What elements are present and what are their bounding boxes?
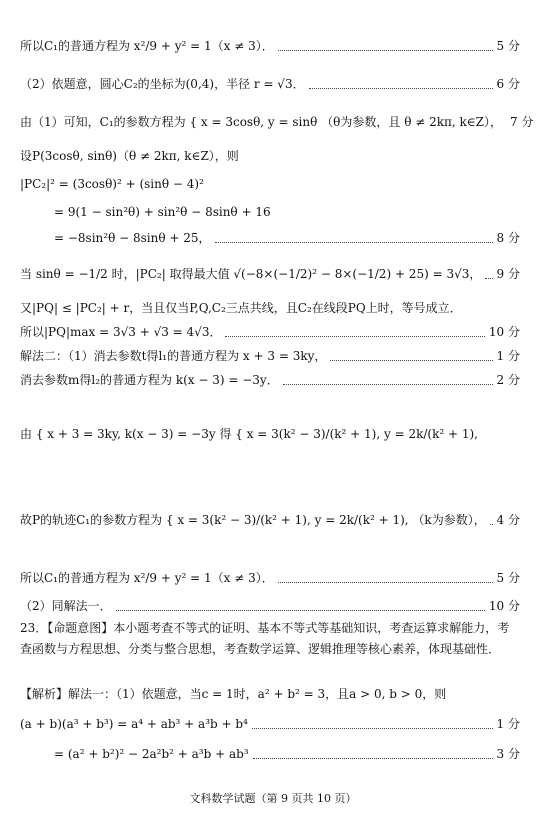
leader-dots: [485, 269, 492, 279]
equation-line: [54, 204, 520, 220]
line-text: 所以C₁的普通方程为 x²/9 + y² = 1（x ≠ 3）．: [20, 571, 274, 585]
solution-line: [20, 598, 520, 614]
score-label: 4 分: [496, 513, 520, 527]
equation-line: [20, 176, 520, 192]
score-label: 7 分: [510, 115, 534, 129]
line-text: = 9(1 − sin²θ) + sin²θ − 8sinθ + 16: [54, 205, 271, 219]
analysis-line: [20, 686, 520, 702]
score-label: 10 分: [488, 599, 520, 613]
line-text: |PC₂|² = (3cosθ)² + (sinθ − 4)²: [20, 177, 204, 191]
line-text: 消去参数m得l₂的普通方程为 k(x − 3) = −3y．: [20, 373, 279, 387]
line-text: 故P的轨迹C₁的参数方程为 { x = 3(k² − 3)/(k² + 1), y = 2k/(k² + 1), （k为参数），: [20, 513, 486, 527]
solution-line: [20, 148, 520, 164]
solution-line: [20, 426, 520, 442]
equation-line: [20, 716, 520, 732]
line-text: 设P(3cosθ, sinθ)（θ ≠ 2kπ, k∈Z），则: [20, 149, 239, 163]
leader-dots: [283, 375, 493, 385]
score-label: 10 分: [488, 325, 520, 339]
leader-dots: [252, 719, 493, 729]
score-label: 6 分: [496, 77, 520, 91]
leader-dots: [225, 327, 484, 337]
score-label: 1 分: [496, 717, 520, 731]
leader-dots: [278, 41, 493, 51]
solution-line: [20, 324, 520, 340]
leader-dots: [490, 515, 493, 525]
line-text: 所以|PQ|max = 3√3 + √3 = 4√3．: [20, 325, 222, 339]
page-footer: 文科数学试题（第 9 页共 10 页）: [189, 792, 357, 805]
score-label: 5 分: [496, 39, 520, 53]
line-text: 又|PQ| ≤ |PC₂| + r，当且仅当P,Q,C₂三点共线，且C₂在线段PQ上时，等号成立．: [20, 301, 462, 315]
line-text: = −8sin²θ − 8sinθ + 25，: [54, 231, 211, 245]
line-text: 所以C₁的普通方程为 x²/9 + y² = 1（x ≠ 3）．: [20, 39, 274, 53]
line-text: 由（1）可知，C₁的参数方程为 { x = 3cosθ, y = sinθ （θ为参数，且 θ ≠ 2kπ, k∈Z），: [20, 115, 503, 129]
line-text: （2）同解法一．: [20, 599, 112, 613]
leader-dots: [215, 233, 493, 243]
solution-line: [20, 512, 520, 528]
solution-line: [20, 266, 520, 282]
line-text: 由 { x + 3 = 3ky, k(x − 3) = −3y 得 { x = 3(k² − 3)/(k² + 1), y = 2k/(k² + 1),: [20, 427, 478, 441]
solution-line: [20, 300, 520, 316]
score-label: 5 分: [496, 571, 520, 585]
solution-line: [20, 372, 520, 388]
line-text: 当 sinθ = −1/2 时，|PC₂| 取得最大值 √(−8×(−1/2)² − 8×(−1/2) + 25) = 3√3，: [20, 267, 482, 281]
equation-line: [54, 230, 520, 246]
line-text: (a + b)(a³ + b³) = a⁴ + ab³ + a³b + b⁴: [20, 717, 248, 731]
solution-line: [20, 114, 534, 130]
solution-line: [20, 348, 520, 364]
solution-line: [20, 76, 520, 92]
leader-dots: [330, 351, 492, 361]
leader-dots: [278, 573, 493, 583]
score-label: 3 分: [496, 747, 520, 761]
line-text: = (a² + b²)² − 2a²b² + a³b + ab³: [54, 747, 249, 761]
score-label: 1 分: [496, 349, 520, 363]
question-23-intro: 23．【命题意图】本小题考查不等式的证明、基本不等式等基础知识，考查运算求解能力，考查函数与方程思想、分类与整合思想，考查数学运算、逻辑推理等核心素养，体现基础性．: [20, 621, 510, 656]
solution-line: [20, 38, 520, 54]
score-label: 2 分: [496, 373, 520, 387]
line-text: 解法二：（1）消去参数t得l₁的普通方程为 x + 3 = 3ky，: [20, 349, 327, 363]
leader-dots: [116, 601, 485, 611]
solution-line: [20, 570, 520, 586]
score-label: 8 分: [496, 231, 520, 245]
leader-dots: [309, 79, 493, 89]
equation-line: [54, 746, 520, 762]
line-text: （2）依题意，圆心C₂的坐标为(0,4)，半径 r = √3．: [20, 77, 305, 91]
line-text: 【解析】解法一：（1）依题意，当c = 1时，a² + b² = 3，且a > 0, b > 0，则: [20, 687, 447, 701]
leader-dots: [253, 749, 493, 759]
score-label: 9 分: [496, 267, 520, 281]
